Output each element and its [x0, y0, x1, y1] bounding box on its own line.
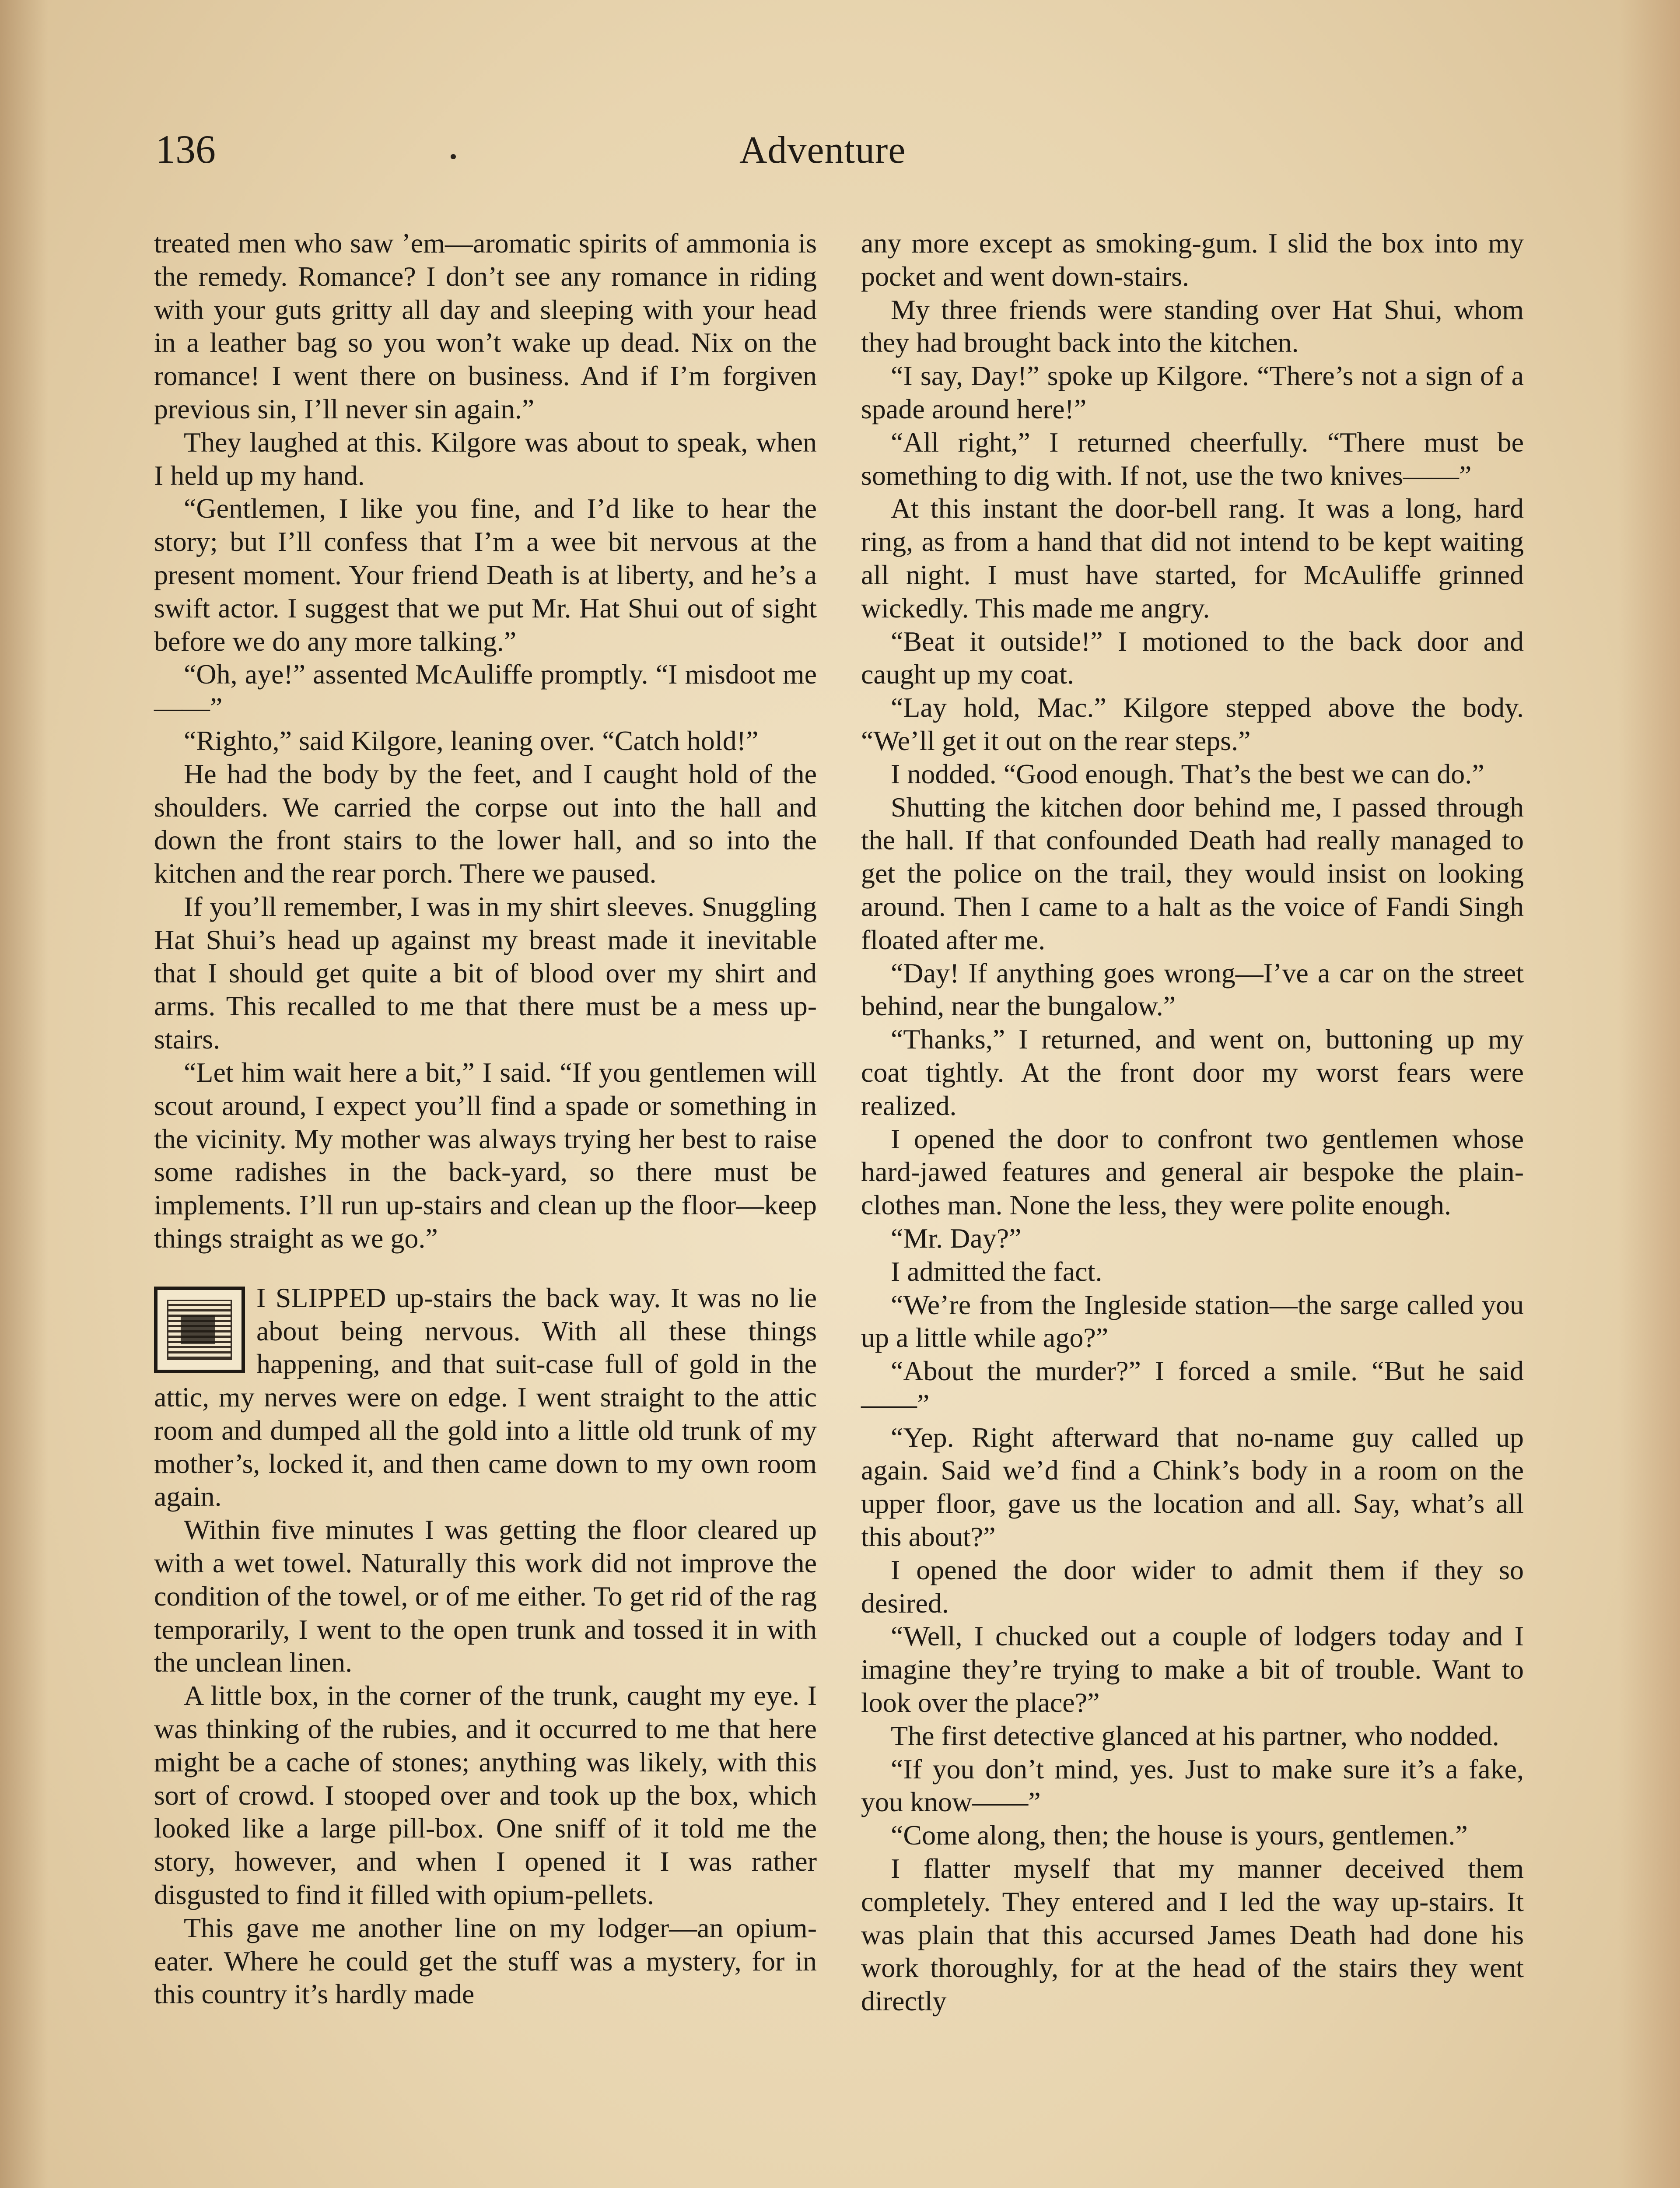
paragraph: Shutting the kitchen door behind me, I passed through the hall. If that confounded Death had really managed to get the police on the trail, they would insist on looking around. Then I came to a halt as the voice of Fandi Singh floated after me.	[861, 791, 1524, 955]
paragraph: “Lay hold, Mac.” Kilgore stepped above the body. “We’ll get it out on the rear steps.”	[861, 692, 1524, 756]
paragraph: He had the body by the feet, and I caught hold of the shoulders. We carried the corpse out into the hall and down the front stairs to the lower hall, and so into the kitchen and the rear porch. There we paused.	[154, 758, 817, 889]
section-opening-paragraph: I SLIPPED up-stairs the back way. It was no lie about being nervous. With all these things happening, and that suit-case full of gold in the attic, my nerves were on edge. I went straight to the attic room and dumped all the gold into a little old trunk of my mother’s, locked it, and then came down to my own room again.	[154, 1282, 817, 1512]
page-edge-shadow-right	[1619, 0, 1680, 2188]
paragraph: At this instant the door-bell rang. It was a long, hard ring, as from a hand that did not intend to be kept waiting all night. I must have started, for McAuliffe grinned wickedly. This made me angry.	[861, 493, 1524, 624]
left-column	[154, 227, 817, 2011]
paragraph: “If you don’t mind, yes. Just to make sure it’s a fake, you know——”	[861, 1753, 1524, 1818]
paragraph: “Come along, then; the house is yours, gentlemen.”	[891, 1820, 1468, 1851]
decorative-initial-icon	[154, 1287, 245, 1373]
paragraph: “Mr. Day?”	[891, 1222, 1022, 1254]
paragraph: “Oh, aye!” assented McAuliffe promptly. “I misdoot me——”	[154, 659, 817, 723]
paragraph: “Gentlemen, I like you fine, and I’d like to hear the story; but I’ll confess that I’m a wee bit nervous at the present moment. Your friend Death is at liberty, and he’s a swift actor. I suggest that we put Mr. Hat Shui out of sight before we do any more talking.”	[154, 493, 817, 657]
paragraph: “Let him wait here a bit,” I said. “If you gentlemen will scout around, I expect you’ll find a spade or something in the vicinity. My mother was always trying her best to raise some radishes in the back-yard, so there must be implements. I’ll run up-stairs and clean up the floor—keep things straight as we go.”	[154, 1056, 817, 1254]
ink-dot-mark	[451, 154, 456, 159]
paragraph: “Well, I chucked out a couple of lodgers today and I imagine they’re trying to make a bit of trouble. Want to look over the place?”	[861, 1620, 1524, 1718]
paragraph: I opened the door to confront two gentlemen whose hard-jawed features and general air bespoke the plain-clothes man. None the less, they were polite enough.	[861, 1123, 1524, 1221]
paragraph: My three friends were standing over Hat Shui, whom they had brought back into the kitchen.	[861, 294, 1524, 358]
paragraph: “I say, Day!” spoke up Kilgore. “There’s not a sign of a spade around here!”	[861, 360, 1524, 424]
paragraph: The first detective glanced at his partner, who nodded.	[891, 1720, 1499, 1751]
paragraph: “About the murder?” I forced a smile. “But he said——”	[861, 1355, 1524, 1420]
paragraph: “We’re from the Ingleside station—the sarge called you up a little while ago?”	[861, 1289, 1524, 1353]
paragraph: treated men who saw ’em—aromatic spirits of ammonia is the remedy. Romance? I don’t see any romance in riding with your guts gritty all day and sleeping with your head in a leather bag so you won’t wake up dead. Nix on the romance! I went there on business. And if I’m forgiven previous sin, I’ll never sin again.”	[154, 228, 817, 424]
paragraph: “All right,” I returned cheerfully. “There must be something to dig with. If not, use the two knives——”	[861, 426, 1524, 491]
paragraph: “Beat it outside!” I motioned to the back door and caught up my coat.	[861, 625, 1524, 690]
paragraph: “Yep. Right afterward that no-name guy called up again. Said we’d find a Chink’s body in a room on the upper floor, gave us the location and all. Say, what’s all this about?”	[861, 1421, 1524, 1553]
paragraph: If you’ll remember, I was in my shirt sleeves. Snuggling Hat Shui’s head up against my breast made it inevitable that I should get quite a bit of blood over my shirt and arms. This recalled to me that there must be a mess up-stairs.	[154, 891, 817, 1055]
paragraph: “Thanks,” I returned, and went on, buttoning up my coat tightly. At the front door my worst fears were realized.	[861, 1024, 1524, 1121]
paragraph: They laughed at this. Kilgore was about to speak, when I held up my hand.	[154, 426, 817, 491]
paragraph: This gave me another line on my lodger—an opium-eater. Where he could get the stuff was a mystery, for in this country it’s hardly made	[154, 1912, 817, 2010]
paragraph: “Day! If anything goes wrong—I’ve a car on the street behind, near the bungalow.”	[861, 957, 1524, 1022]
paragraph: I admitted the fact.	[891, 1255, 1102, 1287]
page-edge-shadow-left	[0, 0, 48, 2188]
paragraph: Within five minutes I was getting the floor cleared up with a wet towel. Naturally this work did not improve the condition of the towel, or of me either. To get rid of the rag temporarily, I went to the open trunk and tossed it in with the unclean linen.	[154, 1514, 817, 1678]
paragraph: any more except as smoking-gum. I slid the box into my pocket and went down-stairs.	[861, 228, 1524, 292]
right-column	[861, 227, 1524, 2018]
paragraph: I nodded. “Good enough. That’s the best we can do.”	[891, 758, 1484, 789]
page-number: 136	[155, 127, 216, 172]
running-title: Adventure	[739, 129, 906, 172]
paragraph: “Righto,” said Kilgore, leaning over. “Catch hold!”	[184, 725, 759, 756]
paragraph: I flatter myself that my manner deceived them completely. They entered and I led the way up-stairs. It was plain that this accursed James Death had done his work thoroughly, for at the head of the stairs they went directly	[861, 1853, 1524, 2017]
section-start	[154, 1281, 817, 1514]
paragraph: I opened the door wider to admit them if they so desired.	[861, 1554, 1524, 1619]
paragraph: A little box, in the corner of the trunk, caught my eye. I was thinking of the rubies, and it occurred to me that here might be a cache of stones; anything was likely, with this sort of crowd. I stooped over and took up the box, which looked like a large pill-box. One sniff of it told me the story, however, and when I opened it I was rather disgusted to find it filled with opium-pellets.	[154, 1680, 817, 1911]
